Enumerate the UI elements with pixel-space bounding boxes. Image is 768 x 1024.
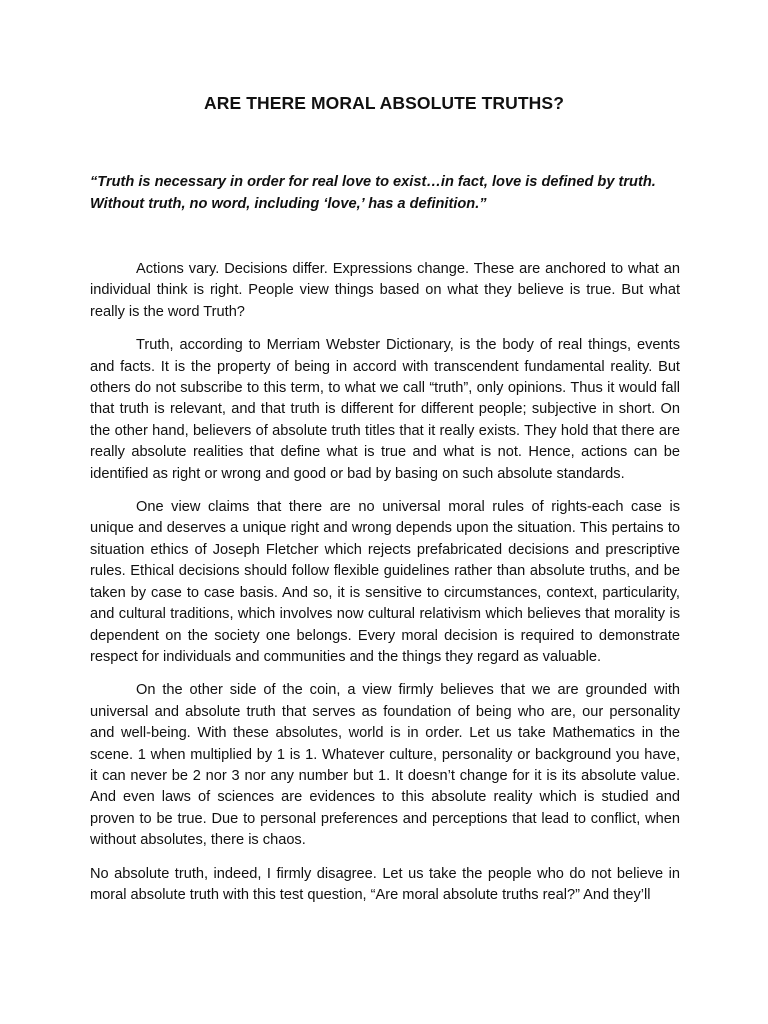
document-body: [90, 259, 680, 918]
paragraph: One view claims that there are no universal moral rules of rights-each case is unique and deserves a unique right and wrong depends upon the situation. This pertains to situation ethics of Joseph Fletcher which rejects prefabricated decisions and prescriptive rules. Ethical decisions should follow flexible guidelines rather than absolute truths, and be taken by case to case basis. And so, it is sensitive to circumstances, context, particularity, and cultural traditions, which involves now cultural relativism which believes that morality is dependent on the society one belongs. Every moral decision is required to demonstrate respect for individuals and communities and the things they regard as valuable.: [90, 499, 680, 665]
paragraph: No absolute truth, indeed, I firmly disagree. Let us take the people who do not believe in moral absolute truth with this test question, “Are moral absolute truths real?” And they’ll: [90, 865, 680, 903]
epigraph-quote: “Truth is necessary in order for real love to exist…in fact, love is defined by truth. Without truth, no word, including ‘love,’ has a definition.”: [90, 174, 656, 212]
paragraph: Truth, according to Merriam Webster Dictionary, is the body of real things, events and facts. It is the property of being in accord with transcendent fundamental reality. But others do not subscribe to this term, to what we call “truth”, only opinions. Thus it would fall that truth is relevant, and that truth is different for different people; subjective in short. On the other hand, believers of absolute truth titles that it really exists. They hold that there are really absolute realities that define what is true and what is not. Hence, actions can be identified as right or wrong and good or bad by basing on such absolute standards.: [90, 337, 680, 482]
document-title: ARE THERE MORAL ABSOLUTE TRUTHS?: [203, 93, 564, 113]
paragraph: Actions vary. Decisions differ. Expressions change. These are anchored to what an individual think is right. People view things based on what they believe is true. But what really is the word Truth?: [90, 261, 680, 320]
paragraph: On the other side of the coin, a view firmly believes that we are grounded with universal and absolute truth that serves as foundation of being who are, our personality and well-being. With these absolutes, world is in order. Let us take Mathematics in the scene. 1 when multiplied by 1 is 1. Whatever culture, personality or background you have, it can never be 2 nor 3 nor any number but 1. It doesn’t change for it is its absolute value. And even laws of sciences are evidences to this absolute reality which is studied and proven to be true. Due to personal preferences and perceptions that lead to conflict, when without absolutes, there is chaos.: [90, 682, 680, 849]
